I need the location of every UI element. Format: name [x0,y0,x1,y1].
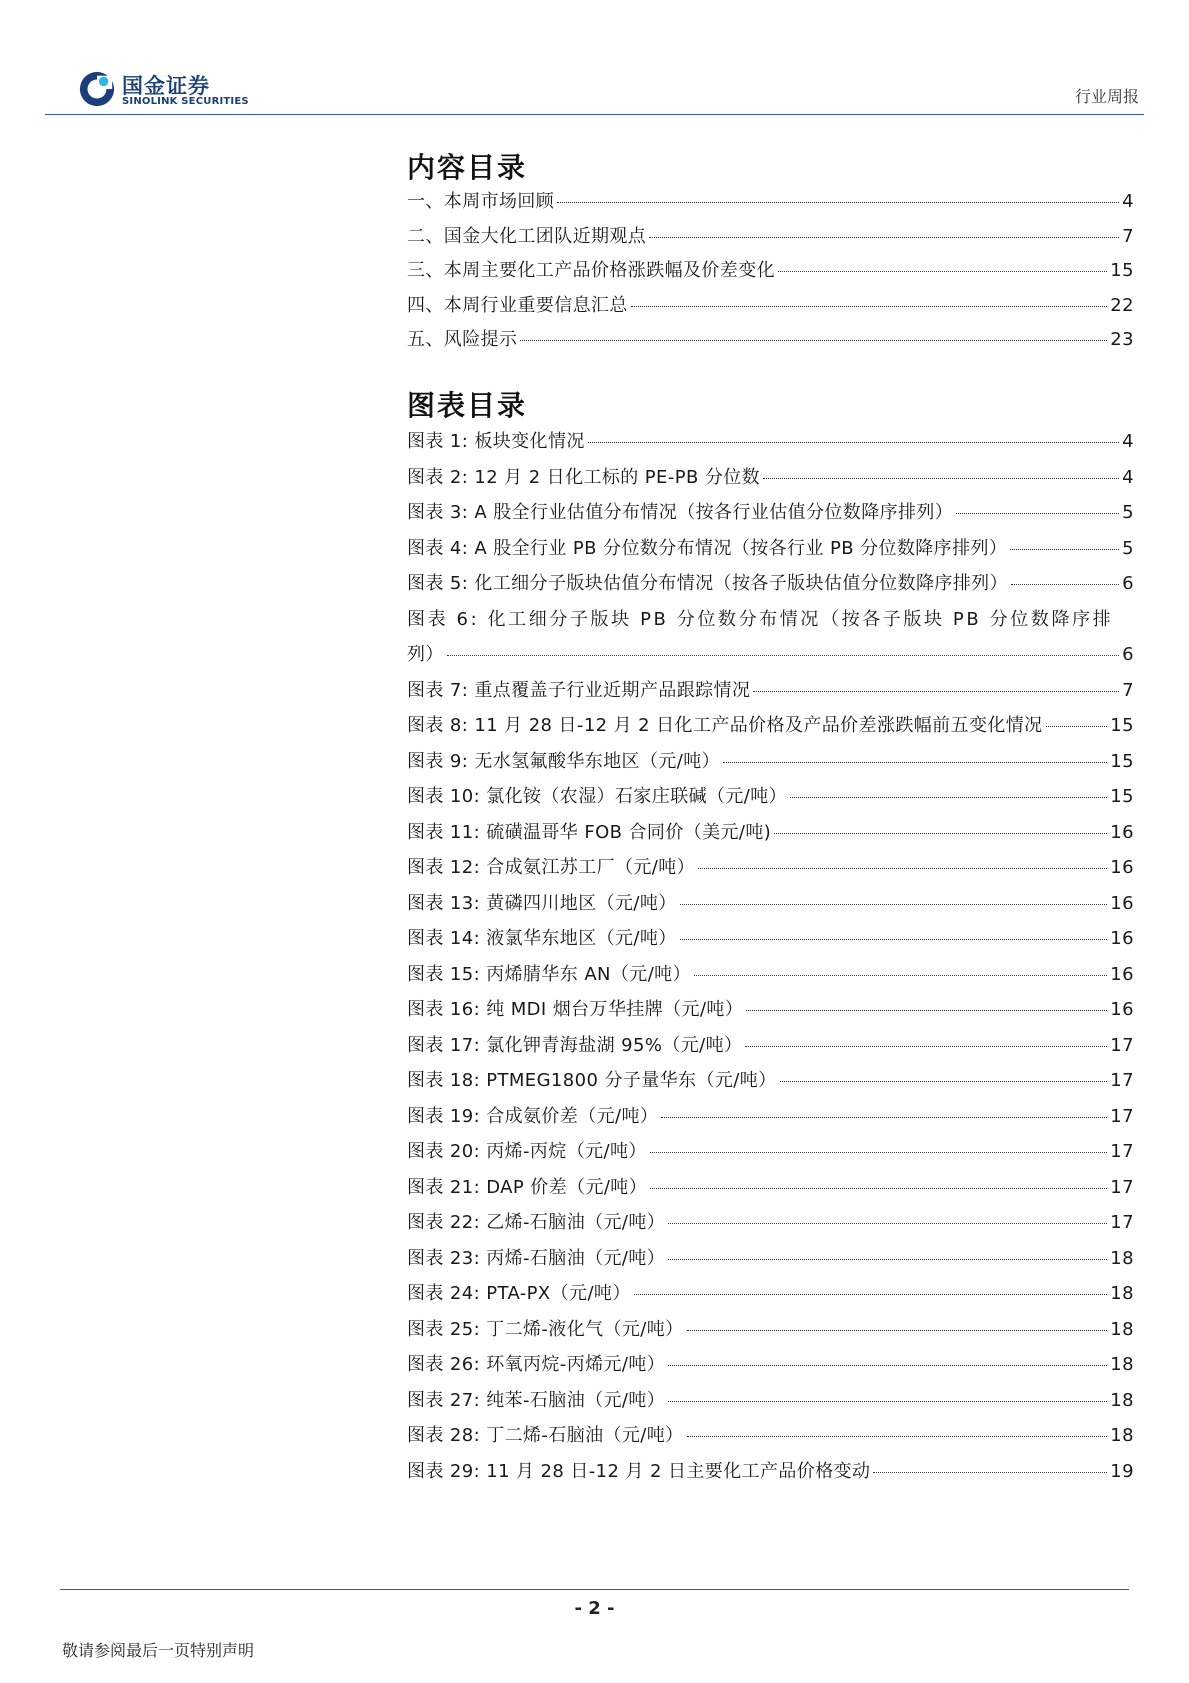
entry-page-number: 16 [1110,821,1134,843]
contents-title: 内容目录 [407,151,528,184]
entry-label: 图表 25: 丁二烯-液化气（元/吨） [407,1318,684,1340]
dot-leader [649,237,1119,238]
figure-entry[interactable] [407,569,1134,605]
entry-page-number: 17 [1110,1176,1134,1198]
entry-label: 图表 10: 氯化铵（农湿）石家庄联碱（元/吨） [407,786,788,807]
dot-leader [668,1259,1107,1260]
dot-leader [668,1401,1107,1402]
entry-label: 图表 23: 丙烯-石脑油（元/吨） [407,1247,666,1269]
entry-page-number: 4 [1122,431,1134,452]
entry-label: 四、本周行业重要信息汇总 [407,294,628,316]
figure-entry[interactable] [407,640,1134,676]
dot-leader [753,691,1119,692]
entry-label: 图表 18: PTMEG1800 分子量华东（元/吨） [407,1070,777,1091]
entry-label: 图表 12: 合成氨江苏工厂（元/吨） [407,857,696,878]
entry-page-number: 17 [1110,1212,1134,1233]
figure-entry[interactable] [407,1386,1134,1422]
entry-label: 图表 21: DAP 价差（元/吨） [407,1176,648,1198]
dot-leader [746,1010,1107,1011]
dot-leader [1011,584,1119,585]
entry-label: 图表 2: 12 月 2 日化工标的 PE-PB 分位数 [407,466,761,488]
dot-leader [557,202,1119,203]
figure-entry[interactable] [407,782,1134,818]
footer-divider [60,1589,1129,1590]
entry-page-number: 16 [1110,857,1134,878]
dot-leader [778,271,1107,272]
figure-entry[interactable] [407,747,1134,783]
entry-label: 图表 15: 丙烯腈华东 AN（元/吨） [407,963,691,985]
contents-list [407,187,1134,360]
brand-name-en: SINOLINK SECURITIES [122,96,249,107]
dot-leader [447,655,1119,656]
dot-leader [873,1472,1107,1473]
entry-label: 图表 24: PTA-PX（元/吨） [407,1283,631,1304]
entry-page-number: 5 [1122,502,1134,523]
report-type: 行业周报 [1074,87,1139,106]
dot-leader [774,833,1107,834]
figure-entry[interactable] [407,1315,1134,1351]
dot-leader [780,1081,1108,1082]
entry-page-number: 17 [1110,1034,1134,1056]
entry-label: 图表 16: 纯 MDI 烟台万华挂牌（元/吨） [407,999,744,1020]
figure-entry[interactable] [407,1279,1134,1315]
figure-entry[interactable] [407,995,1134,1031]
entry-page-number: 18 [1110,1318,1134,1340]
dot-leader [790,797,1107,798]
entry-page-number: 15 [1110,260,1134,281]
dot-leader [1046,726,1108,727]
figure-entry[interactable] [407,1244,1134,1280]
brand-name-cn: 国金证券 [122,74,210,98]
entry-label: 图表 1: 板块变化情况 [407,431,585,452]
figure-entry[interactable] [407,1066,1134,1102]
entry-page-number: 16 [1110,892,1134,914]
toc-entry[interactable] [407,325,1134,360]
dot-leader [650,1152,1108,1153]
entry-page-number: 4 [1122,191,1134,212]
toc-entry[interactable] [407,222,1134,257]
entry-label: 图表 5: 化工细分子版块估值分布情况（按各子版块估值分位数降序排列） [407,573,1008,594]
toc-entry[interactable] [407,256,1134,291]
entry-label: 图表 26: 环氧丙烷-丙烯元/吨） [407,1354,666,1375]
dot-leader [668,1223,1107,1224]
figure-entry[interactable] [407,1173,1134,1209]
dot-leader [687,1330,1108,1331]
entry-page-number: 18 [1110,1247,1134,1269]
toc-entry[interactable] [407,291,1134,326]
figure-entry[interactable] [407,960,1134,996]
dot-leader [668,1365,1107,1366]
entry-page-number: 15 [1110,786,1134,807]
entry-page-number: 5 [1122,537,1134,559]
entry-label: 列） [407,644,444,665]
entry-label: 图表 9: 无水氢氟酸华东地区（元/吨） [407,750,721,772]
figure-entry[interactable] [407,605,1134,641]
figures-list [407,427,1134,1492]
figure-entry[interactable] [407,711,1134,747]
entry-page-number: 22 [1110,294,1134,316]
entry-page-number: 6 [1122,644,1134,665]
entry-page-number: 23 [1110,329,1134,350]
toc-entry[interactable] [407,187,1134,222]
entry-page-number: 18 [1110,1283,1134,1304]
entry-page-number: 6 [1122,573,1134,594]
entry-label: 三、本周主要化工产品价格涨跌幅及价差变化 [407,260,775,281]
entry-label: 图表 11: 硫磺温哥华 FOB 合同价（美元/吨) [407,821,772,843]
entry-label: 图表 8: 11 月 28 日-12 月 2 日化工产品价格及产品价差涨跌幅前五变化情况 [407,715,1043,736]
figure-entry[interactable] [407,1137,1134,1173]
entry-page-number: 16 [1110,963,1134,985]
figure-entry[interactable] [407,1350,1134,1386]
entry-page-number: 18 [1110,1354,1134,1375]
figure-entry[interactable] [407,853,1134,889]
entry-page-number: 17 [1110,1070,1134,1091]
entry-label: 图表 13: 黄磷四川地区（元/吨） [407,892,677,914]
figure-entry[interactable] [407,1421,1134,1457]
header-divider [45,114,1144,115]
entry-label: 图表 29: 11 月 28 日-12 月 2 日主要化工产品价格变动 [407,1460,871,1482]
dot-leader [687,1436,1108,1437]
entry-label: 图表 19: 合成氨价差（元/吨） [407,1105,659,1127]
entry-label: 五、风险提示 [407,329,518,350]
brand-logo [78,68,278,112]
entry-label: 图表 14: 液氯华东地区（元/吨） [407,928,677,949]
dot-leader [956,513,1119,514]
figures-title: 图表目录 [407,389,528,422]
entry-page-number: 15 [1110,750,1134,772]
entry-page-number: 7 [1122,225,1134,247]
dot-leader [698,868,1107,869]
entry-page-number: 18 [1110,1389,1134,1411]
page-number: - 2 - [574,1598,615,1619]
figure-entry[interactable] [407,1031,1134,1067]
dot-leader [661,1117,1107,1118]
dot-leader [763,478,1119,479]
entry-label: 二、国金大化工团队近期观点 [407,225,647,247]
dot-leader [745,1046,1107,1047]
figure-entry[interactable] [407,924,1134,960]
footer-disclaimer: 敬请参阅最后一页特别声明 [62,1641,255,1660]
dot-leader [680,939,1108,940]
figure-entry[interactable] [407,463,1134,499]
sinolink-logo-icon [78,70,116,108]
entry-label: 图表 17: 氯化钾青海盐湖 95%（元/吨） [407,1034,743,1056]
dot-leader [634,1294,1108,1295]
figure-entry[interactable] [407,818,1134,854]
entry-label: 图表 22: 乙烯-石脑油（元/吨） [407,1212,666,1233]
entry-page-number: 15 [1110,715,1134,736]
dot-leader [520,340,1107,341]
entry-label: 图表 27: 纯苯-石脑油（元/吨） [407,1389,666,1411]
figure-entry[interactable] [407,1208,1134,1244]
dot-leader [723,762,1107,763]
figure-entry[interactable] [407,889,1134,925]
figure-entry[interactable] [407,498,1134,534]
entry-label: 一、本周市场回顾 [407,191,555,212]
entry-label: 图表 20: 丙烯-丙烷（元/吨） [407,1141,647,1162]
entry-page-number: 17 [1110,1105,1134,1127]
dot-leader [650,1188,1107,1189]
figure-entry[interactable] [407,534,1134,570]
dot-leader [631,306,1107,307]
entry-page-number: 18 [1110,1425,1134,1446]
figure-entry[interactable] [407,1102,1134,1138]
entry-page-number: 4 [1122,466,1134,488]
entry-page-number: 16 [1110,999,1134,1020]
entry-label: 图表 7: 重点覆盖子行业近期产品跟踪情况 [407,679,751,701]
entry-label: 图表 6: 化工细分子版块 PB 分位数分布情况（按各子版块 PB 分位数降序排 [407,608,1114,630]
figure-entry[interactable] [407,1457,1134,1493]
figure-entry[interactable] [407,427,1134,463]
entry-label: 图表 28: 丁二烯-石脑油（元/吨） [407,1425,684,1446]
dot-leader [588,442,1119,443]
dot-leader [1010,549,1119,550]
entry-label: 图表 4: A 股全行业 PB 分位数分布情况（按各行业 PB 分位数降序排列） [407,537,1008,559]
entry-page-number: 17 [1110,1141,1134,1162]
entry-page-number: 19 [1110,1460,1134,1482]
dot-leader [680,904,1108,905]
dot-leader [694,975,1107,976]
entry-page-number: 7 [1122,679,1134,701]
entry-page-number: 16 [1110,928,1134,949]
figure-entry[interactable] [407,676,1134,712]
entry-label: 图表 3: A 股全行业估值分布情况（按各行业估值分位数降序排列） [407,502,954,523]
